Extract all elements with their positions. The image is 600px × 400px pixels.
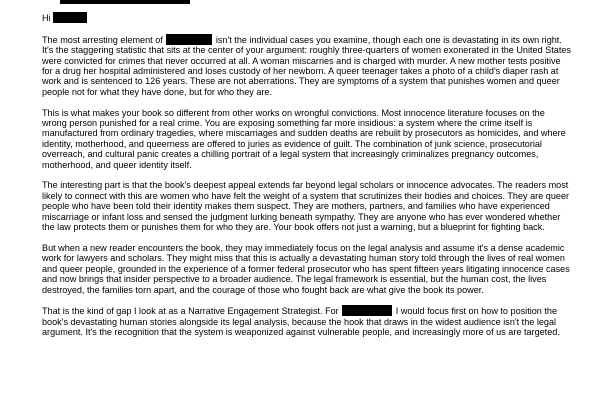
redacted-client-name <box>342 305 392 316</box>
paragraph-5-after: I would focus first on how to position the book's devastating human stories alongside its legal analysis, because the hook that draws in the widest audience isn't the legal argument. It's the recognition that the system is weaponized against vulnerable people, and increasingly more of us are targeted. <box>42 306 560 338</box>
paragraph-5-before: That is the kind of gap I look at as a Narrative Engagement Strategist. For <box>42 306 339 317</box>
paragraph-1 <box>42 34 572 97</box>
redacted-book-title <box>166 34 212 45</box>
paragraph-1-before: The most arresting element of <box>42 34 163 45</box>
paragraph-2: This is what makes your book so different from other works on wrongful convictions. Most innocence literature focuses on the wrong person punished for a real crime. You are exposing something far more insidious: a system where the crime itself is manufactured from ordinary tragedies, where miscarriages and sudden deaths are rebuilt by prosecutors as homicides, and where identity, motherhood, and queerness are offered to juries as evidence of guilt. The combination of junk science, prosecutorial overreach, and cultural panic creates a chilling portrait of a legal system that increasingly criminalizes pregnancy outcomes, motherhood, and queer identity itself. <box>42 107 566 170</box>
paragraph-4: But when a new reader encounters the book, they may immediately focus on the legal analysis and assume it's a dense academic work for lawyers and scholars. They might miss that this is actually a devastating human story told through the lives of real women and queer people, grounded in the experience of a former federal prosecutor who has spent fifteen years litigating innocence cases and now brings that insider perspective to a broader audience. The legal framework is essential, but the human cost, the lives destroyed, the families torn apart, and the courage of those who fought back are what give the book its power. <box>42 242 570 295</box>
paragraph-1-after: isn't the individual cases you examine, though each one is devastating in its own right. It's the staggering statistic that sits at the center of your argument: roughly three-quarters of women exonerated in the United States were convicted for crimes that never occurred at all. A woman miscarries and is charged with murder. A new mother tests positive for a drug her hospital administered and loses custody of her newborn. A queer teenager takes a photo of a child's diaper rash at work and is sentenced to 126 years. These are not aberrations. They are symptoms of a system that punishes women and queer people not for what they have done, but for who they are. <box>42 34 571 97</box>
redacted-recipient-name <box>53 12 87 23</box>
redacted-header-bar <box>60 0 190 4</box>
greeting-line <box>42 12 572 23</box>
paragraph-3: The interesting part is that the book's deepest appeal extends far beyond legal scholars or innocence advocates. The readers most likely to connect with this are women who have felt the weight of a system that scrutinizes their bodies and choices. They are queer people who have been told their identity makes them suspect. They are mothers, partners, and families who have experienced miscarriage or infant loss and sensed the judgment lurking beneath sympathy. They are anyone who has ever wondered whether the law protects them or punishes them for who they are. Your book offers not just a warning, but a blueprint for fighting back. <box>42 180 570 233</box>
letter-body <box>42 12 572 348</box>
greeting-text: Hi <box>42 13 51 23</box>
paragraph-5 <box>42 305 572 337</box>
